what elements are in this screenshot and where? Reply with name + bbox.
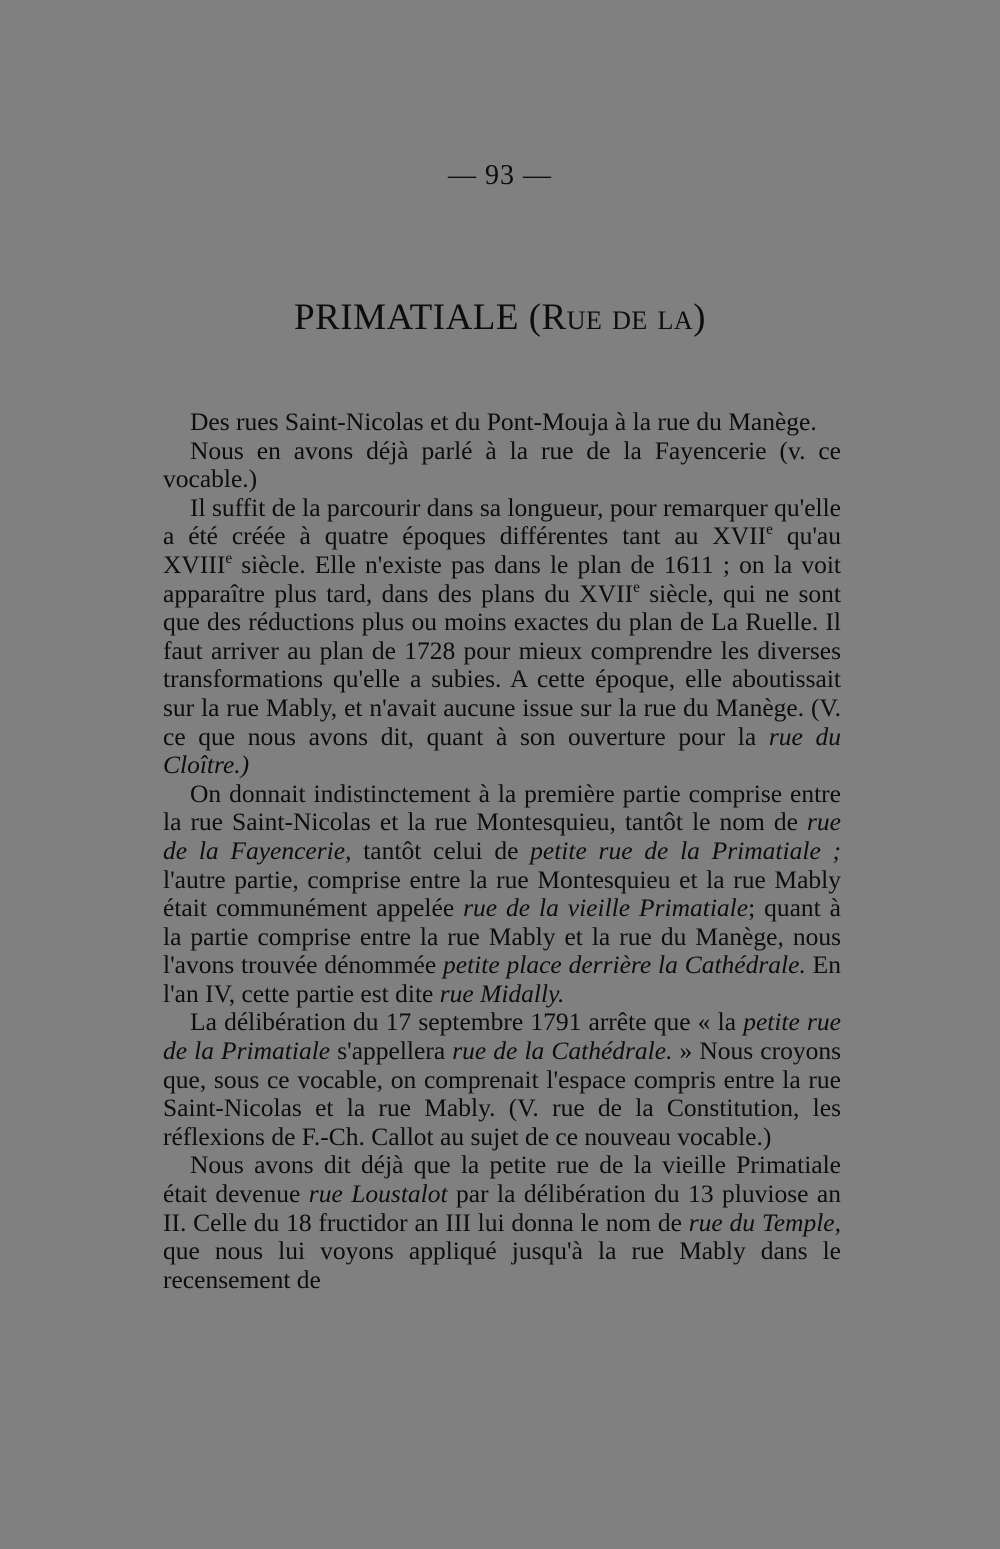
- text-run: que nous lui voyons appliqué jusqu'à la rue Mably dans le recensement de: [163, 1236, 841, 1294]
- text-run: Il suffit de la parcourir dans sa longueur, pour remarquer qu'elle a été créée à quatre époques différentes tant au XVII: [163, 492, 841, 551]
- text-run: Nous en avons déjà parlé à la rue de la Fayencerie (v. ce vocable.): [163, 435, 841, 494]
- italic-text: rue Loustalot: [308, 1179, 448, 1209]
- text-run: Nous avons dit déjà que la petite rue de la vieille Primatiale était devenue: [163, 1150, 841, 1209]
- superscript: e: [225, 550, 233, 568]
- superscript: e: [766, 521, 773, 539]
- paragraph: [163, 494, 841, 780]
- text-run: La délibération du 17 septembre 1791 arrête que « la: [190, 1007, 744, 1037]
- text-run: qu'au XVIII: [163, 521, 841, 579]
- text-run: par la délibération du 13 pluviose an II. Celle du 18 fructidor an III lui donna le nom de: [163, 1179, 841, 1237]
- page-title: [0, 296, 1000, 339]
- text-run: l'autre partie, comprise entre la rue Montesquieu et la rue Mably était communément appelée: [163, 864, 841, 923]
- body-text: [163, 408, 841, 1294]
- italic-text: petite rue de la Primatiale ;: [530, 835, 841, 865]
- text-run: Des rues Saint-Nicolas et du Pont-Mouja à la rue du Manège.: [190, 407, 817, 436]
- italic-text: rue de la Cathédrale.: [452, 1036, 673, 1066]
- text-run: » Nous croyons que, sous ce vocable, on comprenait l'espace compris entre la rue Saint-Nicolas et la rue Mably. (V. rue de la Constitution, les réflexions de F.-Ch. Callot au sujet de ce nouveau vocable.): [163, 1036, 842, 1151]
- paragraph: [163, 780, 841, 1009]
- paragraph: [163, 1008, 841, 1151]
- italic-text: petite rue de la Primatiale: [163, 1007, 841, 1066]
- italic-text: rue du Temple,: [688, 1207, 841, 1237]
- text-run: siècle, qui ne sont que des réductions plus ou moins exactes du plan de La Ruelle. Il faut arriver au plan de 1728 pour mieux comprendre les diverses transformations qu'elle a subies. A cette époque, elle aboutissait sur la rue Mably, et n'avait aucune issue sur la rue du Manège. (V. ce que nous avons dit, quant à son ouverture pour la: [163, 578, 841, 751]
- text-run: siècle. Elle n'existe pas dans le plan de 1611 ; on la voit apparaître plus tard, dans des plans du XVII: [163, 549, 841, 608]
- page-number: — 93 —: [448, 160, 552, 191]
- text-run: ; quant à la partie comprise entre la rue Mably et la rue du Manège, nous l'avons trouvée dénommée: [163, 893, 841, 980]
- text-run: tantôt celui de: [351, 835, 531, 865]
- text-run: En l'an IV, cette partie est dite: [163, 950, 841, 1008]
- paragraph: [163, 437, 841, 494]
- title-parenthetical: (Rue de la): [528, 297, 706, 338]
- italic-text: rue du Cloître.): [163, 721, 841, 780]
- paragraph: [163, 408, 841, 437]
- superscript: e: [633, 578, 640, 596]
- text-run: s'appellera: [330, 1036, 453, 1066]
- italic-text: rue de la vieille Primatiale: [463, 893, 749, 923]
- italic-text: rue Midally.: [439, 978, 565, 1008]
- title-main: PRIMATIALE: [294, 297, 519, 338]
- italic-text: rue de la Fayencerie,: [163, 807, 841, 865]
- paragraph: [163, 1151, 841, 1294]
- text-run: On donnait indistinctement à la première partie comprise entre la rue Saint-Nicolas et la rue Montesquieu, tantôt le nom de: [163, 778, 841, 837]
- italic-text: petite place derrière la Cathédrale.: [443, 950, 806, 980]
